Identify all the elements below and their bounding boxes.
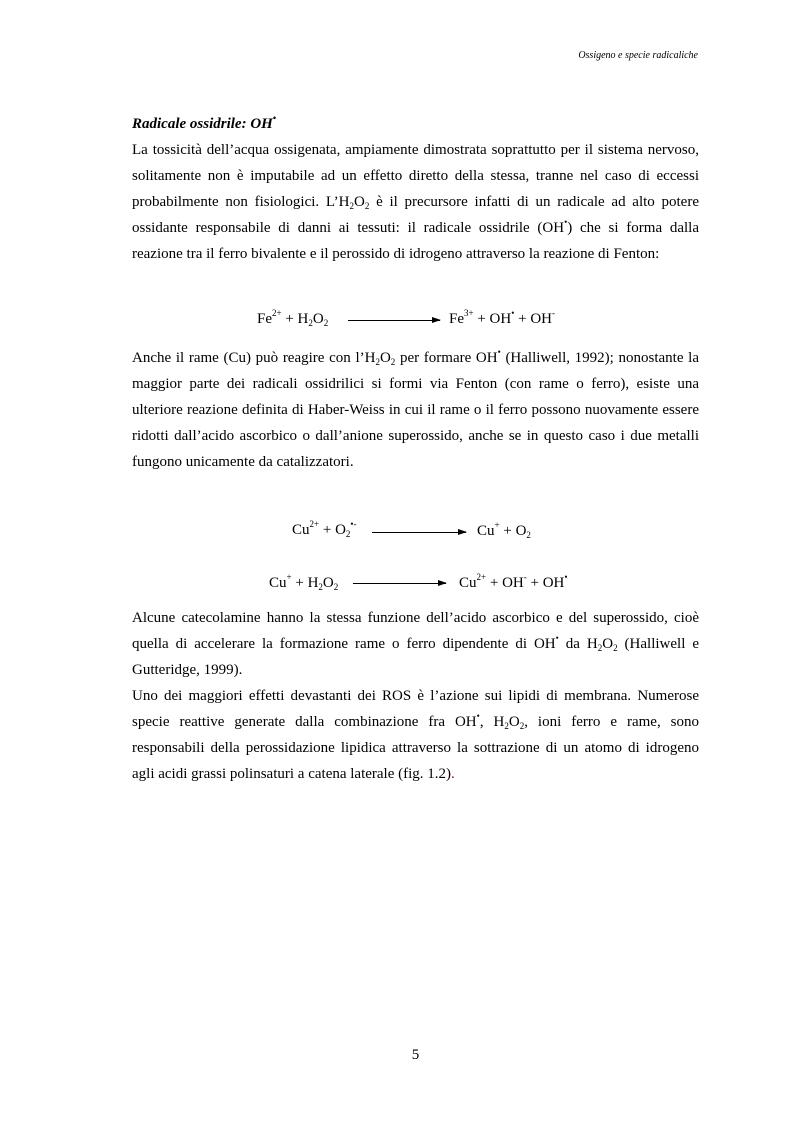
hw1-reactants: $Cu^{2+} + O_2^{•-}$ bbox=[292, 519, 357, 539]
hw1-products: $Cu^+ + O_2$ bbox=[477, 520, 531, 540]
hw2-reactants: $Cu^+ + H_2O_2$ bbox=[269, 572, 339, 592]
paragraph-3: Alcune catecolamine hanno la stessa funzione dell’acido ascorbico e del superossido, cioè quella di accelerare la formazione rame o ferro dipendente di OH• da $H_2O_2$ (Halliwell e Gutteridge, 1999). bbox=[132, 610, 699, 678]
hw1-arrow bbox=[372, 532, 466, 533]
page-number: 5 bbox=[411, 1047, 420, 1063]
hw2-arrow bbox=[353, 583, 446, 584]
fenton-products: $Fe^{3+} + OH^• + OH^-$ bbox=[449, 308, 556, 327]
paragraph-4: Uno dei maggiori effetti devastanti dei ROS è l’azione sui lipidi di membrana. Numerose specie reattive generate dalla combinazione fra OH•, $H_2O_2$, ioni ferro e rame, sono responsabili della perossidazione lipidica attraverso la sottrazione di un atomo di idrogeno agli acidi grassi polinsaturi a catena laterale (fig. 1.2). bbox=[132, 688, 700, 782]
running-header: Ossigeno e specie radicaliche bbox=[578, 50, 698, 61]
body-text bbox=[132, 111, 699, 787]
paragraph-1: La tossicità dell’acqua ossigenata, ampiamente dimostrata soprattutto per il sistema nervoso, solitamente non è imputabile ad un effetto diretto della stessa, tranne nel caso di eccessi probabilmente non fisiologici. $L’H_2O_2$ è il precursore infatti di un radicale ad alto potere ossidante responsabile di danni ai tessuti: il radicale ossidrile (OH•) che si forma dalla reazione tra il ferro bivalente e il perossido di idrogeno attraverso la reazione di Fenton: bbox=[132, 142, 699, 262]
section-title: Radicale ossidrile: OH• bbox=[132, 113, 276, 132]
fenton-arrow bbox=[348, 320, 440, 321]
hw2-products: $Cu^{2+} + OH^- + OH^•$ bbox=[459, 572, 568, 591]
fenton-reactants: $Fe^{2+} + H_2O_2$ bbox=[257, 308, 329, 328]
paragraph-2: Anche il rame (Cu) può reagire con $l’H_2O_2$ per formare OH• (Halliwell, 1992); nonostante la maggior parte dei radicali ossidrilici si formi via Fenton (con rame o ferro), esiste una ulteriore reazione definita di Haber-Weiss in cui il rame o il ferro possono nuovamente essere ridotti dall’acido ascorbico o dall’anione superossido, anche se in questo caso i due metalli fungono unicamente da catalizzatori. bbox=[132, 347, 699, 470]
